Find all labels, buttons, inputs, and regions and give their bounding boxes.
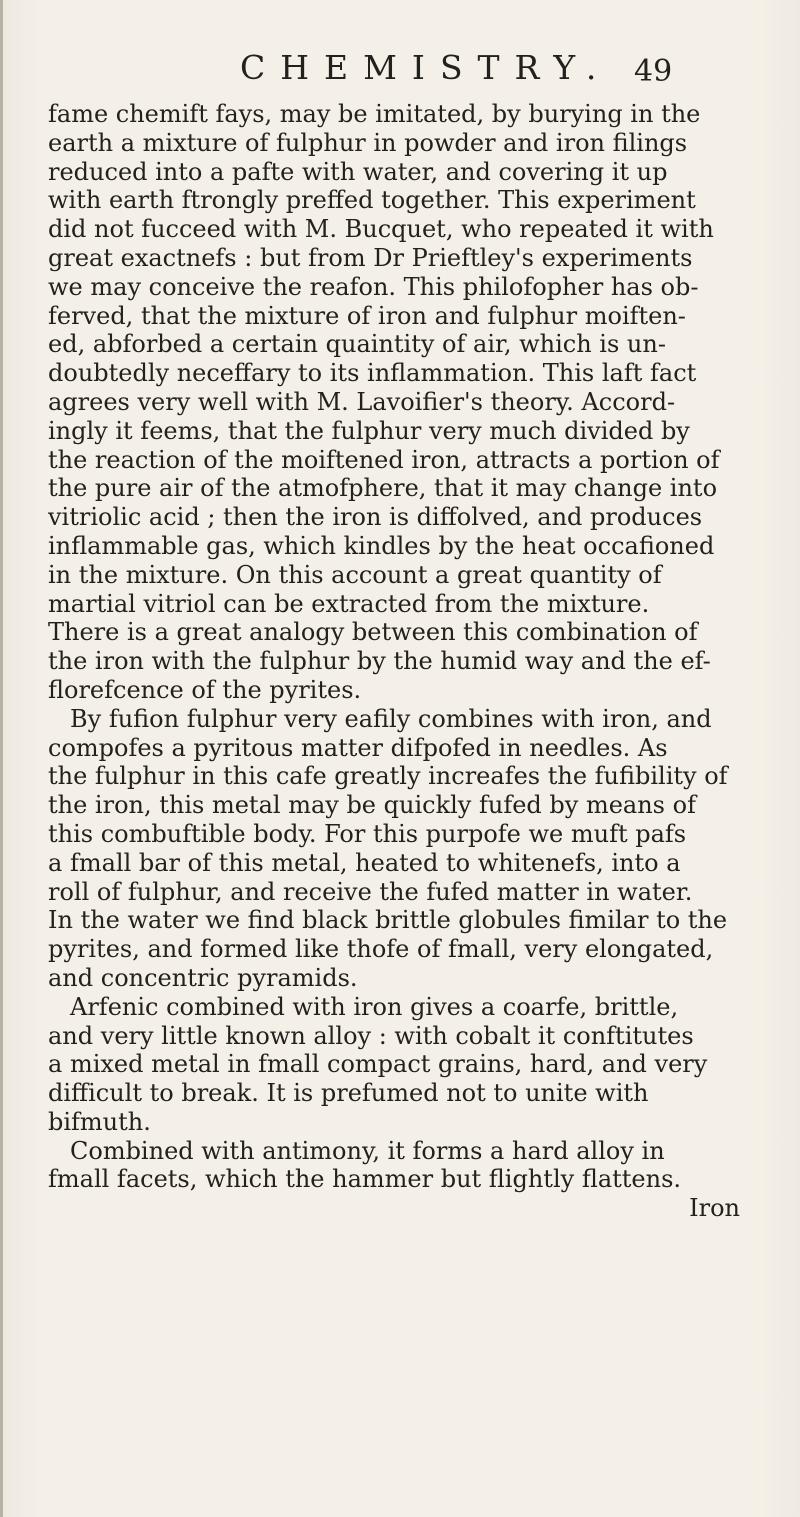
text-line: florefcence of the pyrites. [48,675,362,704]
running-title: CHEMISTRY. [240,48,612,87]
text-line: with earth ftrongly preffed together. This experiment [48,186,696,215]
paragraph-start-line: Combined with antimony, it forms a hard alloy in [70,1136,665,1165]
text-line: vitriolic acid ; then the iron is diffolved, and produces [48,503,703,532]
running-head [0,48,800,88]
text-line: roll of fulphur, and receive the fufed matter in water. [48,877,693,906]
text-line: earth a mixture of fulphur in powder and iron filings [48,128,688,157]
text-line: a mixed metal in fmall compact grains, hard, and very [48,1050,708,1079]
page-number: 49 [634,54,673,89]
text-line: did not fucceed with M. Bucquet, who repeated it with [48,215,714,244]
paragraph-start-line: Arfenic combined with iron gives a coarfe, brittle, [70,992,679,1021]
text-line: ingly it feems, that the fulphur very much divided by [48,416,690,445]
text-line: the fulphur in this cafe greatly increafes the fufibility of [48,762,728,791]
text-line: in the mixture. On this account a great quantity of [48,560,662,589]
text-line: great exactnefs : but from Dr Prieftley's experiments [48,243,693,272]
paragraph-start-line: By fufion fulphur very eafily combines with iron, and [70,704,712,733]
text-line: fame chemift fays, may be imitated, by burying in the [48,100,701,128]
catchword: Iron [689,1194,740,1223]
body-text [48,100,778,1223]
text-line: ed, abforbed a certain quaintity of air, which is un- [48,330,666,359]
text-line: compofes a pyritous matter difpofed in needles. As [48,733,668,762]
text-line: inflammable gas, which kindles by the heat occafioned [48,531,715,560]
text-line: a fmall bar of this metal, heated to whitenefs, into a [48,848,681,877]
text-line: difficult to break. It is prefumed not to unite with [48,1079,649,1108]
text-line: this combuftible body. For this purpofe we muft pafs [48,819,687,848]
text-line: the iron, this metal may be quickly fufed by means of [48,791,696,820]
text-line: we may conceive the reafon. This philofopher has ob- [48,272,699,301]
text-line: bifmuth. [48,1107,151,1136]
text-line: pyrites, and formed like thofe of fmall, very elongated, [48,935,714,964]
page-edge-shadow [0,0,3,1517]
text-line: and very little known alloy : with cobalt it conftitutes [48,1021,694,1050]
text-line: the reaction of the moiftened iron, attracts a portion of [48,445,720,474]
text-line: martial vitriol can be extracted from the mixture. [48,589,650,618]
text-line: In the water we find black brittle globules fimilar to the [48,906,728,935]
text-line: agrees very well with M. Lavoifier's theory. Accord- [48,387,676,416]
text-line: fmall facets, which the hammer but flightly flattens. [48,1165,682,1194]
text-line: There is a great analogy between this combination of [48,618,698,647]
text-line: the pure air of the atmofphere, that it may change into [48,474,718,503]
text-line: ferved, that the mixture of iron and fulphur moiften- [48,301,686,330]
text-line: and concentric pyramids. [48,963,358,992]
text-line: the iron with the fulphur by the humid way and the ef- [48,647,711,676]
text-line: reduced into a pafte with water, and covering it up [48,157,668,186]
text-line: doubtedly neceffary to its inflammation. This laft fact [48,359,697,388]
